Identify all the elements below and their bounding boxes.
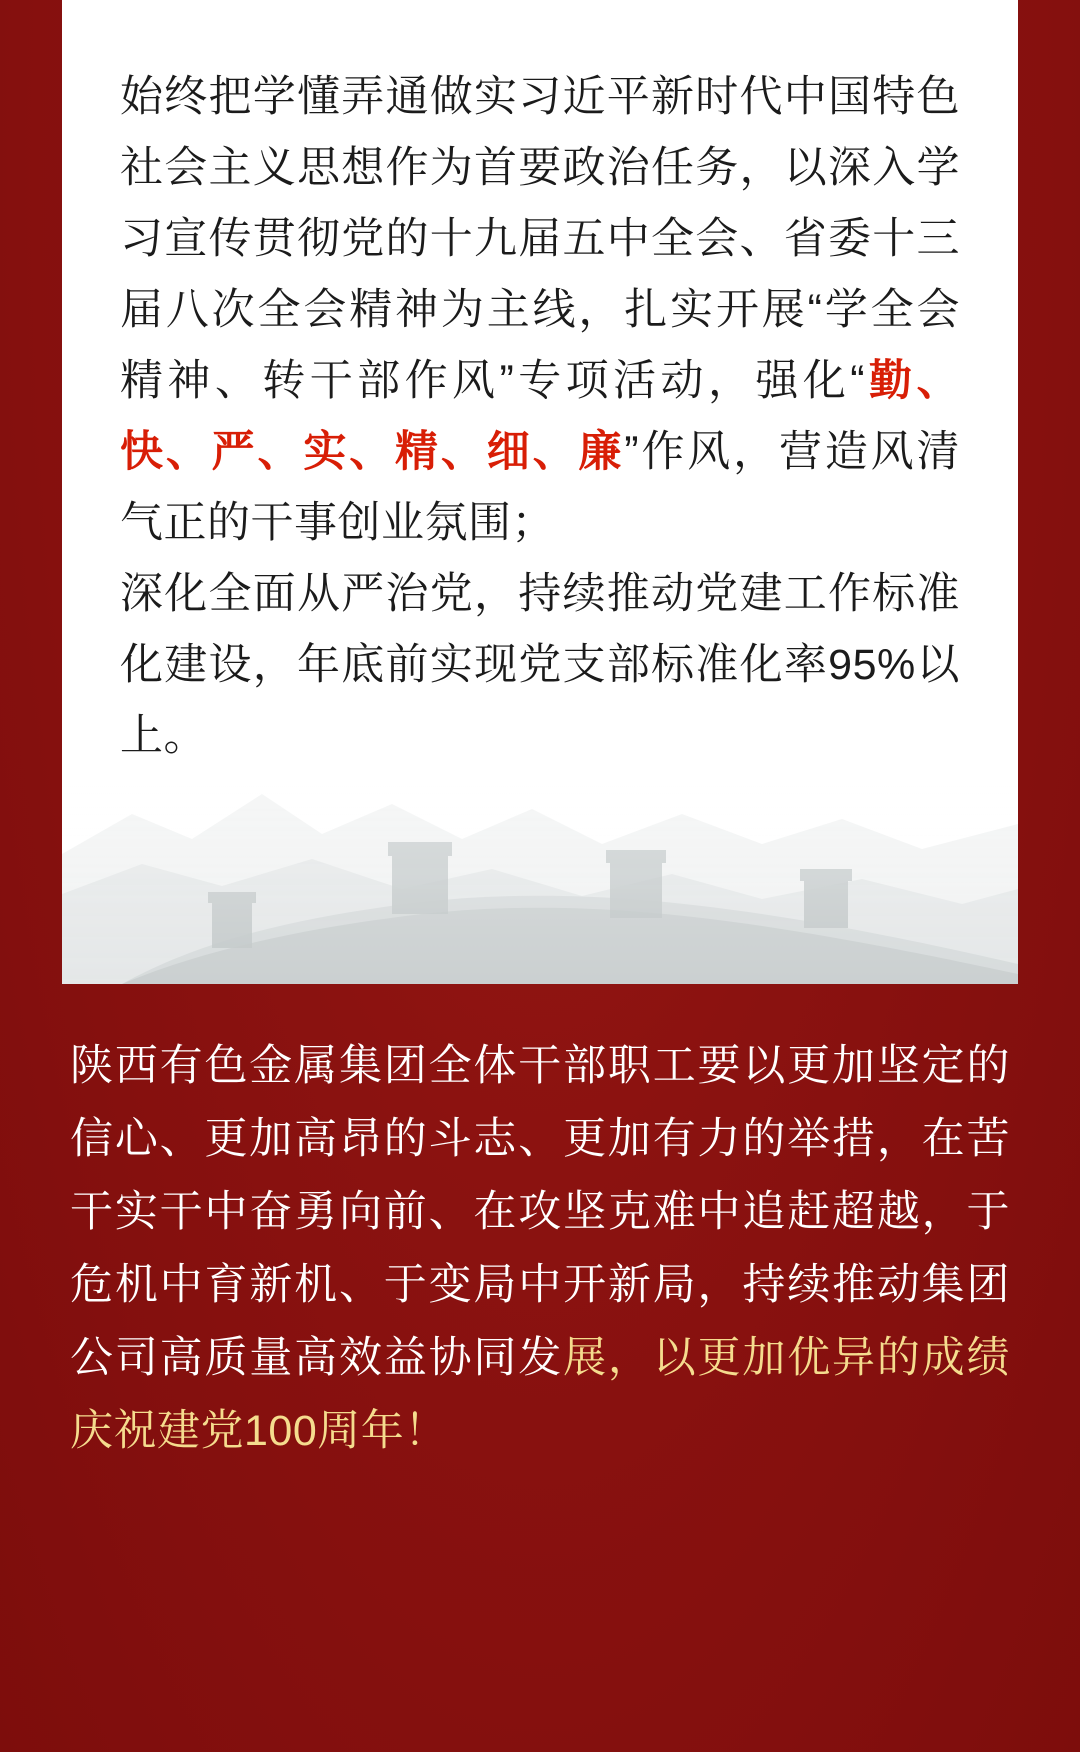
paragraph-one-tail: ”作风，营造风清气正的干事创业氛围； [120, 428, 961, 547]
closing-statement-accent: 展，以更加优异的成绩庆祝建党100周年！ [70, 1334, 1011, 1455]
card-text-block [62, 0, 1018, 772]
paragraph-one-highlight: 勤、快、严、实、精、细、廉 [120, 357, 960, 476]
closing-statement-main: 陕西有色金属集团全体干部职工要以更加坚定的信心、更加高昂的斗志、更加有力的举措，在苦干实干中奋勇向前、在攻坚克难中追赶超越，于危机中育新机、于变局中开新局，持续推动集团公司高质量高效益协同发 [70, 1042, 1010, 1382]
paragraph-two: 深化全面从严治党，持续推动党建工作标准化建设，年底前实现党支部标准化率95%以上。 [120, 570, 960, 760]
paragraph-one-lead: 始终把学懂弄通做实习近平新时代中国特色社会主义思想作为首要政治任务，以深入学习宣传贯彻党的十九届五中全会、省委十三届八次全会精神为主线，扎实开展“学全会精神、转干部作风”专项活动，强化“ [120, 73, 960, 405]
paragraph-one [120, 62, 960, 559]
closing-statement [70, 1030, 1010, 1468]
white-content-card [62, 0, 1018, 984]
closing-statement-block [62, 1030, 1018, 1468]
